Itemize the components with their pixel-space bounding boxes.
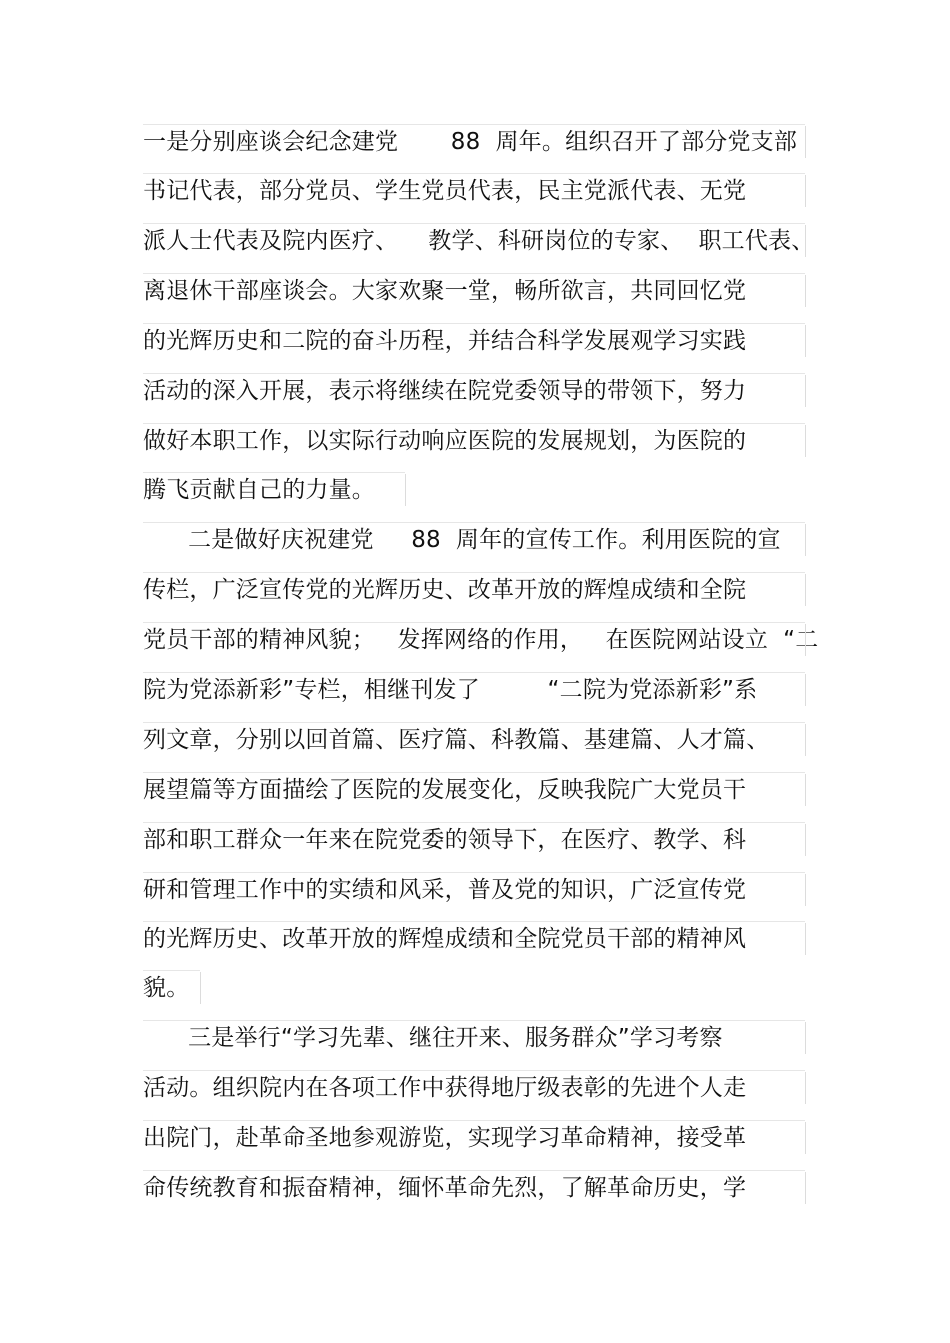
text-line: 党员干部的精神风貌； 发挥网络的作用， 在医院网站设立 “二 [143,627,819,653]
cell-border [405,474,406,506]
cell-border [805,175,806,207]
cell-border [805,325,806,357]
cell-border [143,722,805,723]
text-line: 派人士代表及院内医疗、 教学、科研岗位的专家、 职工代表、 [143,228,815,254]
cell-border [805,923,806,955]
cell-border [143,472,405,473]
cell-border [805,275,806,307]
cell-border [143,323,805,324]
text-line: 传栏，广泛宣传党的光辉历史、改革开放的辉煌成绩和全院 [143,577,747,603]
cell-border [143,373,805,374]
cell-border [805,126,806,158]
cell-border [143,223,805,224]
cell-border [143,1170,805,1171]
text-line: 做好本职工作，以实际行动响应医院的发展规划，为医院的 [143,428,747,454]
cell-border [143,872,805,873]
text-line: 貌。 [143,975,190,1001]
cell-border [143,273,805,274]
cell-border [805,774,806,806]
text-line: 活动的深入开展，表示将继续在院党委领导的带领下，努力 [143,378,747,404]
cell-border [805,1122,806,1154]
cell-border [805,874,806,906]
text-line: 展望篇等方面描绘了医院的发展变化，反映我院广大党员干 [143,777,747,803]
cell-border [805,724,806,756]
text-line: 命传统教育和振奋精神，缅怀革命先烈，了解革命历史，学 [143,1175,747,1201]
text-line: 的光辉历史、改革开放的辉煌成绩和全院党员干部的精神风 [143,926,747,952]
cell-border [143,1120,805,1121]
cell-border [143,572,805,573]
text-line: 活动。组织院内在各项工作中获得地厅级表彰的先进个人走 [143,1075,747,1101]
cell-border [143,921,805,922]
cell-border [143,772,805,773]
text-line: 书记代表，部分党员、学生党员代表，民主党派代表、无党 [143,178,747,204]
cell-border [805,425,806,457]
cell-border [200,972,201,1004]
cell-border [805,1172,806,1204]
cell-border [805,375,806,407]
cell-border [143,173,805,174]
cell-border [805,674,806,706]
text-line: 一是分别座谈会纪念建党 88 周年。组织召开了部分党支部 [143,129,798,155]
text-line: 部和职工群众一年来在院党委的领导下，在医疗、教学、科 [143,827,747,853]
text-line: 离退休干部座谈会。大家欢聚一堂，畅所欲言，共同回忆党 [143,278,747,304]
text-line: 腾飞贡献自己的力量。 [143,477,375,503]
text-line: 研和管理工作中的实绩和风采，普及党的知识，广泛宣传党 [143,877,747,903]
cell-border [143,423,805,424]
cell-border [805,624,806,656]
cell-border [143,1070,805,1071]
cell-border [805,1022,806,1054]
cell-border [143,672,805,673]
text-line: 列文章，分别以回首篇、医疗篇、科教篇、基建篇、人才篇、 [143,727,770,753]
text-line: 院为党添新彩”专栏，相继刊发了 “二院为党添新彩”系 [143,677,758,703]
cell-border [805,225,806,257]
cell-border [805,524,806,556]
cell-border [143,622,805,623]
text-line: 的光辉历史和二院的奋斗历程，并结合科学发展观学习实践 [143,328,747,354]
cell-border [805,1072,806,1104]
text-line: 三是举行“学习先辈、继往开来、服务群众”学习考察 [143,1025,723,1051]
text-line: 二是做好庆祝建党 88 周年的宣传工作。利用医院的宣 [143,527,781,553]
cell-border [143,822,805,823]
cell-border [143,970,200,971]
text-line: 出院门，赴革命圣地参观游览，实现学习革命精神，接受革 [143,1125,747,1151]
cell-border [143,522,805,523]
cell-border [143,1020,805,1021]
cell-border [805,824,806,856]
cell-border [805,574,806,606]
cell-border [143,124,805,125]
